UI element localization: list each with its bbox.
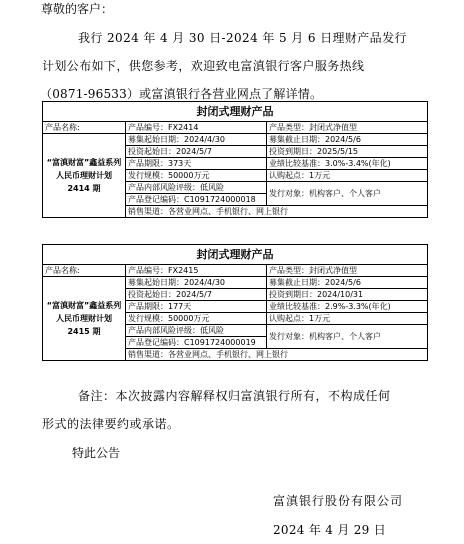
signature: 富滇银行股份有限公司 (273, 494, 404, 508)
sales-channel: 销售渠道：各营业网点、手机银行、网上银行 (126, 349, 428, 361)
intro-line-3: （0871-96533）或富滇银行各营业网点了解详情。 (40, 87, 323, 101)
product-name: “富滇财富”鑫益系列人民币理财计划 2415 期 (43, 277, 126, 361)
product-code: 产品编号：FX2415 (126, 265, 267, 277)
risk-rating: 产品内部风险评级：低风险 (126, 325, 267, 337)
intro-line-1: 我行 2024 年 4 月 30 日-2024 年 5 月 6 日理财产品发行 (78, 31, 407, 45)
product-table-2414 (42, 101, 428, 218)
raise-start: 募集起始日期：2024/4/30 (126, 134, 267, 146)
product-table-2415 (42, 244, 428, 361)
invest-end: 投资到期日：2024/10/31 (267, 289, 428, 301)
section-title: 封闭式理财产品 (43, 102, 428, 122)
product-type: 产品类型：封闭式净值型 (267, 265, 428, 277)
raise-end: 募集截止日期：2024/5/6 (267, 277, 428, 289)
product-term: 产品期限：177天 (126, 301, 267, 313)
product-type: 产品类型：封闭式净值型 (267, 122, 428, 134)
note-line-1: 备注：本次披露内容解释权归富滇银行所有，不构成任何 (78, 389, 391, 403)
min-subscription: 认购起点：1万元 (267, 313, 428, 325)
benchmark: 业绩比较基准：3.0%-3.4%(年化) (267, 158, 428, 170)
invest-start: 投资起始日：2024/5/7 (126, 289, 267, 301)
product-term: 产品期限：373天 (126, 158, 267, 170)
issue-date: 2024 年 4 月 29 日 (273, 523, 387, 537)
product-name: “富滇财富”鑫益系列人民币理财计划 2414 期 (43, 134, 126, 218)
greeting: 尊敬的客户： (41, 2, 114, 16)
raise-start: 募集起始日期：2024/4/30 (126, 277, 267, 289)
sales-channel: 销售渠道：各营业网点、手机银行、网上银行 (126, 206, 428, 218)
raise-end: 募集截止日期：2024/5/6 (267, 134, 428, 146)
product-name-label: 产品名称: (43, 265, 126, 277)
section-title: 封闭式理财产品 (43, 245, 428, 265)
invest-start: 投资起始日：2024/5/7 (126, 146, 267, 158)
benchmark: 业绩比较基准：2.9%-3.3%(年化) (267, 301, 428, 313)
special-announcement: 特此公告 (72, 446, 121, 460)
issue-target: 发行对象：机构客户、个人客户 (267, 182, 428, 206)
issue-scale: 发行规模：50000万元 (126, 313, 267, 325)
note-line-2: 形式的法律要约或承诺。 (42, 417, 180, 431)
registration-code: 产品登记编码：C1091724000019 (126, 337, 267, 349)
issue-target: 发行对象：机构客户、个人客户 (267, 325, 428, 349)
product-name-label: 产品名称: (43, 122, 126, 134)
intro-line-2: 计划公布如下，供您参考，欢迎致电富滇银行客户服务热线 (42, 59, 365, 73)
product-code: 产品编号：FX2414 (126, 122, 267, 134)
risk-rating: 产品内部风险评级：低风险 (126, 182, 267, 194)
invest-end: 投资到期日：2025/5/15 (267, 146, 428, 158)
issue-scale: 发行规模：50000万元 (126, 170, 267, 182)
min-subscription: 认购起点：1万元 (267, 170, 428, 182)
registration-code: 产品登记编码：C1091724000018 (126, 194, 267, 206)
